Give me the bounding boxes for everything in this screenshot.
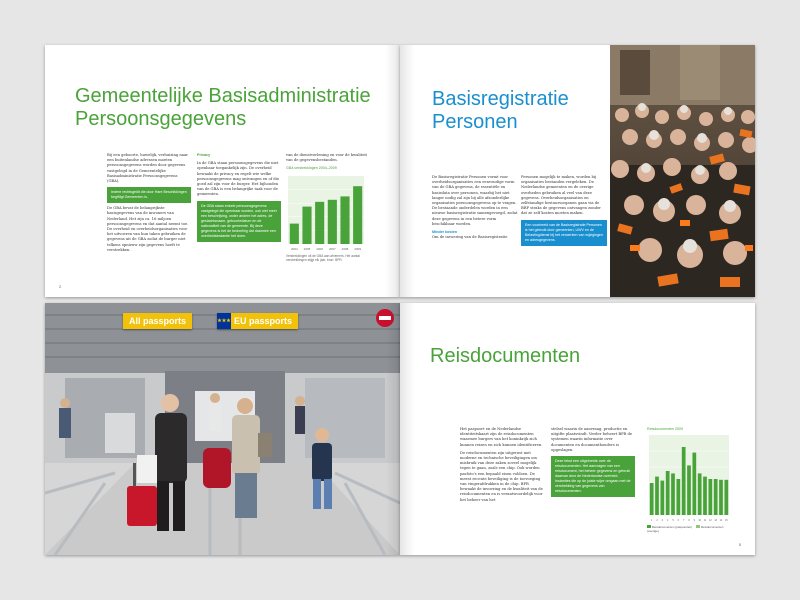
bar-11: [703, 477, 707, 515]
gba-column-2: [197, 153, 281, 245]
minder-kosten-subheading: Minder kosten: [432, 230, 457, 235]
tick-label-5: 5: [672, 519, 674, 522]
gba-chart-caption: Verstrekkingen uit de GBA aan afnemers. Het aantal verstrekkingen stijgt elk jaar, bron: BPR.: [286, 253, 360, 263]
tick-label-3: 3: [661, 519, 664, 522]
bar-3: [660, 481, 664, 515]
tick-label-1: 1: [650, 519, 653, 522]
chart-plot-area: [288, 176, 364, 244]
reis-column-2: [551, 427, 635, 500]
tick-label-2006: 2006: [316, 246, 324, 251]
gba-col2-highlight-box: De GBA staan enkele persoonsgegevens vastgelegd die openbaar worden, ook niet meer een beschrijving, onder andere het adres, de geslachtsnaam, geboortedatum en de nationaliteit van de gemeente. Bij deze gegevens is het de bedoeling dat daarmee een overheidsinstantie het doen.: [197, 201, 281, 242]
reis-column-1: [460, 427, 544, 506]
tick-label-10: 10: [698, 519, 702, 522]
tick-label-6: 6: [677, 519, 680, 522]
reis-col1-paragraph-1: Het paspoort en de Nederlandse identiteitskaart zijn de reisdocumenten waarmee burgers van het koninkrijk zich kunnen reizen en zich kunnen identificeren.: [460, 427, 543, 447]
bar-12: [708, 479, 712, 515]
page-fold-shadow: [386, 45, 400, 297]
bar-2004: [290, 223, 299, 243]
bar-15: [724, 480, 728, 515]
crowd-photo: [610, 45, 755, 297]
brp-column-2: [521, 175, 607, 249]
page-title-reisdocumenten: Reisdocumenten: [430, 345, 581, 367]
bar-5: [671, 473, 675, 515]
gba-col1-paragraph-1: Bij een geboorte, huwelijk, verhuizing naar een buitenlandse adressen moeten persoonsgegevens worden door gegevens vastgelegd in de Gemeentelijke Basisadministratie Persoonsgegevens (GBA).: [107, 153, 188, 184]
page-airport-photo: [45, 303, 400, 555]
tick-label-11: 11: [703, 519, 707, 522]
bar-13: [714, 479, 718, 515]
reis-chart-title: Reisdocumenten 2009: [647, 427, 683, 431]
page-title-gba: [75, 85, 371, 131]
tick-label-15: 15: [724, 519, 728, 522]
bar-2007: [328, 199, 337, 243]
gba-col1-paragraph-2: De GBA bevat de belangrijkste basisgegevens van de inwoners van Nederland. Het zijn ca. 16 miljoen persoonsgegevens en dat aantal neemt toe. De overheid en overheidsorganisaties voor het uitvoeren van hun taken gebruiken de gegevens uit de GBA zodat de burger niet telkens opnieuw zijn gegevens hoeft te verstrekken.: [107, 206, 189, 252]
tick-label-8: 8: [688, 519, 690, 522]
tick-label-4: 4: [666, 519, 669, 522]
reis-col1-paragraph-2: De reisdocumenten zijn uitgerust met moderne en technische beveiligingen om misbruik van deze zaken zoveel mogelijk tegen te gaan, zoals een chip. Ook worden pasfoto's een bepaald eisen voldoen. De meest recente beveiliging is de toevoeging van vingerafdrukken in de chip. BPR bewaakt de invoering en de kwaliteit van de reisdocumenten en is verantwoordelijk voor het beheer van het: [460, 450, 543, 502]
bar-2008: [340, 196, 349, 244]
bar-2006: [315, 201, 324, 243]
bar-2: [655, 477, 659, 515]
bar-2009: [353, 186, 362, 244]
brp-col1-paragraph-1: De Basisregistratie Personen vormt voor overheidsorganisaties een eenvoudige vorm van de GBA gegevens, de essentiële en basisdata over personen, waarbij het niet langer nodig zal zijn bij alle afzonderlijke organisaties persoonsgegevens op te vragen. De bestaande onderdelen worden in een nieuwe basisregistratie samengevoegd, zodat deze gegevens in een betere vorm beschikbaar worden.: [432, 175, 518, 226]
tick-label-13: 13: [714, 519, 718, 522]
legend-label-1: Reisdocumenten (paspoorten): [651, 525, 693, 529]
brp-col1-paragraph-2: Om de invoering van de Basisregistratie: [432, 235, 508, 240]
tick-label-2008: 2008: [341, 246, 349, 251]
page-title-brp: [432, 88, 569, 134]
bar-6: [676, 479, 680, 515]
reis-bar-chart: [647, 433, 731, 523]
bar-14: [719, 480, 723, 515]
page-fold-shadow: [386, 303, 400, 555]
tick-label-2004: 2004: [290, 246, 298, 251]
title-line-1: Gemeentelijke Basisadministratie: [75, 85, 371, 107]
brp-col2-highlight-box: Een voorbeeld van de Basisregistratie Personen is het gebruik door gemeenten, UWV en de Belastingdienst bij het verwerken van wijzigingen en adresgegevens.: [521, 220, 607, 246]
title-line-1: Basisregistratie: [432, 88, 569, 110]
privacy-subheading: Privacy: [197, 153, 211, 157]
tick-label-2005: 2005: [303, 246, 311, 251]
tick-label-9: 9: [693, 519, 696, 522]
legend-swatch-2: [696, 525, 700, 528]
reis-col2-highlight-box: Deze tekst een uitgebreide over de reisdocumenten. Het aanvragen van een reisdocument, het beheer gegevens en gebruik daarvan door de Nederlandse overheid. Instanties die op de juiste wijze omgaan met de verstrekking van gegevens van reisdocumenten.: [551, 456, 635, 497]
tick-label-2007: 2007: [328, 246, 336, 251]
tick-label-2009: 2009: [354, 246, 362, 251]
tick-label-14: 14: [719, 519, 723, 522]
bar-7: [682, 447, 686, 515]
airport-photo: [45, 303, 400, 555]
gba-chart-title: GBA verstrekkingen 2004–2009: [286, 166, 337, 171]
bar-4: [666, 471, 670, 515]
tick-label-2: 2: [656, 519, 658, 522]
reis-chart-legend: [647, 525, 731, 533]
gba-bar-chart: [286, 174, 366, 252]
sign-all-passports: All passports: [123, 313, 192, 329]
bar-9: [692, 453, 696, 515]
page-reisdocumenten: [400, 303, 755, 555]
title-line-2: Personen: [432, 111, 518, 133]
brp-column-1: [432, 175, 518, 243]
page-gba: [45, 45, 400, 297]
bar-2005: [302, 206, 311, 243]
legend-label-2: Reisdocumenten (overige): [647, 525, 724, 533]
tick-label-7: 7: [682, 519, 685, 522]
page-number-right: 5: [738, 542, 741, 547]
gba-col1-highlight-box: Iedere rechtsgeldt die door Hare Beschikkingen begiftigt Gemeenten is.: [107, 187, 191, 203]
gba-col3-paragraph-1: van de dienstverlening en voor de kwaliteit van de gegevensbestanden.: [286, 153, 368, 163]
tick-label-12: 12: [708, 519, 712, 522]
eu-passports-label: EU passports: [234, 316, 293, 326]
gba-column-3: [286, 153, 372, 262]
eu-flag-icon: ★★★: [217, 313, 231, 329]
page-fold-shadow: [400, 45, 414, 297]
sign-eu-passports: [217, 313, 298, 329]
reis-col2-paragraph-1: stelsel waarin de aanvraag, productie en uitgifte plaatsvindt. Verder beheert BPR de systemen waarin informatie over documenten en documenthouders is opgeslagen.: [551, 427, 633, 452]
page-fold-shadow: [400, 303, 414, 555]
gba-column-1: [107, 153, 191, 256]
page-number-left: 2: [59, 284, 62, 289]
bar-10: [698, 473, 702, 515]
page-brp: [400, 45, 755, 297]
legend-swatch-1: [647, 525, 651, 528]
bar-1: [650, 483, 654, 515]
reis-chart-block: [647, 427, 731, 533]
bar-8: [687, 465, 691, 515]
title-line-2: Persoonsgegevens: [75, 108, 247, 130]
brp-col2-paragraph-1: Personen mogelijk te maken, worden bij organisaties bestanden vergeleken. De Nederlandse gemeenten en de overige overheden gebruiken al veel van deze gegevens. Overheidsorganisaties en zelfstandige bestuursorganen gaan via de BRP straks de gegevens ontvangen zonder dat ze zelf kosten moeten maken.: [521, 175, 601, 216]
gba-col2-paragraph-1: In de GBA staan persoonsgegevens die niet openbaar toegankelijk zijn. De overheid bewaakt de privacy en regelt wie welke persoonsgegevens mag ontvangen en of die goed zal zijn voor de burger. Het bijhouden van de GBA is een belangrijke taak voor de gemeenten.: [197, 161, 279, 197]
